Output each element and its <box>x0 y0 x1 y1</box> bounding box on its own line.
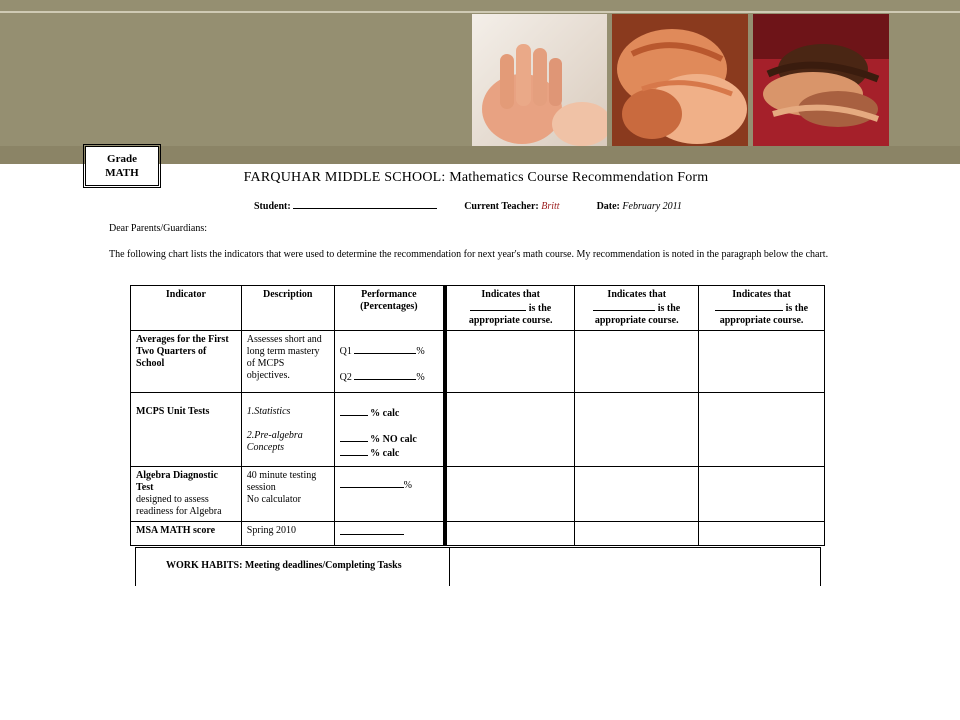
header-banner <box>0 0 960 164</box>
indicates-course: appropriate course. <box>719 315 804 326</box>
greeting: Dear Parents/Guardians: <box>109 223 208 234</box>
student-blank[interactable] <box>293 200 437 209</box>
algebra-session: 40 minute testing session <box>246 470 317 493</box>
banner-top-line <box>0 11 960 13</box>
indicates-course: appropriate course. <box>468 315 553 326</box>
table-row <box>131 393 825 467</box>
recommend-cell[interactable] <box>699 522 825 546</box>
q1-label: Q1 <box>339 346 352 357</box>
indicates-label: Indicates that <box>481 289 540 300</box>
indicates-label: Indicates that <box>607 289 667 300</box>
header-indicates-3 <box>699 286 825 331</box>
intro-paragraph: The following chart lists the indicators that were used to determine the recommendation for next year's math course. My recommendation is noted in the paragraph below the chart. <box>109 249 829 260</box>
q2-pct: % <box>416 372 425 383</box>
performance-msa <box>334 522 445 546</box>
grade-subject: MATH <box>105 167 139 179</box>
indicates-is-the: is the <box>528 303 552 314</box>
hands-photo-2 <box>612 14 748 146</box>
algebra-pct: % <box>403 480 413 491</box>
recommend-cell[interactable] <box>575 393 699 467</box>
course-blank[interactable] <box>593 301 655 311</box>
prealg-nocalc: % NO calc <box>370 434 417 445</box>
date-value: February 2011 <box>622 201 682 212</box>
table-row <box>131 522 825 546</box>
form-title <box>0 170 960 186</box>
date-label: Date: <box>596 201 620 212</box>
prealg-calc: % calc <box>370 448 400 459</box>
algebra-note: designed to assess readiness for Algebra <box>136 494 222 517</box>
q2-blank[interactable] <box>354 370 416 380</box>
header-performance <box>334 286 445 331</box>
header-performance-l2: (Percentages) <box>360 301 418 312</box>
table-row <box>131 331 825 393</box>
performance-algebra <box>334 467 445 522</box>
table-row <box>131 467 825 522</box>
q1-blank[interactable] <box>354 344 416 354</box>
unit-test-prealgebra: 2.Pre-algebra Concepts <box>246 430 303 453</box>
algebra-title: Algebra Diagnostic Test <box>136 470 218 493</box>
recommend-cell[interactable] <box>575 331 699 393</box>
q2-label: Q2 <box>339 372 352 383</box>
indicator-msa: MSA MATH score <box>131 522 242 546</box>
indicator-table <box>130 285 825 546</box>
course-blank[interactable] <box>715 301 783 311</box>
form-title-text: FARQUHAR MIDDLE SCHOOL: Mathematics Course Recommendation Form <box>243 170 709 185</box>
algebra-blank[interactable] <box>340 478 404 488</box>
student-label: Student: <box>254 201 291 212</box>
description-algebra <box>241 467 334 522</box>
algebra-nocalc: No calculator <box>246 494 301 505</box>
recommend-cell[interactable] <box>699 393 825 467</box>
description-unit-tests <box>241 393 334 467</box>
header-performance-l1: Performance <box>361 289 417 300</box>
recommend-cell[interactable] <box>445 467 575 522</box>
indicator-algebra <box>131 467 242 522</box>
q1-pct: % <box>416 346 425 357</box>
work-habits-box <box>135 547 821 586</box>
recommend-cell[interactable] <box>575 522 699 546</box>
performance-unit-tests <box>334 393 445 467</box>
msa-blank[interactable] <box>340 525 404 535</box>
header-indicates-1 <box>445 286 575 331</box>
indicator-unit-tests: MCPS Unit Tests <box>131 393 242 467</box>
form-meta <box>254 200 682 212</box>
hands-photo-1 <box>472 14 607 146</box>
stat-calc: % calc <box>370 408 400 419</box>
recommend-cell[interactable] <box>445 522 575 546</box>
recommend-cell[interactable] <box>699 331 825 393</box>
recommend-cell[interactable] <box>445 331 575 393</box>
stat-blank[interactable] <box>340 406 368 416</box>
description-msa: Spring 2010 <box>241 522 334 546</box>
teacher-label: Current Teacher: <box>464 201 539 212</box>
performance-averages <box>334 331 445 393</box>
indicates-label: Indicates that <box>732 289 791 300</box>
prealg-calc-blank[interactable] <box>340 446 368 456</box>
indicates-is-the: is the <box>785 303 809 314</box>
indicator-averages: Averages for the First Two Quarters of School <box>131 331 242 393</box>
recommend-cell[interactable] <box>445 393 575 467</box>
teacher-name: Britt <box>541 201 560 212</box>
header-description: Description <box>241 286 334 331</box>
hands-photo-3 <box>753 14 889 146</box>
work-habits-divider <box>449 548 450 586</box>
unit-test-statistics: 1.Statistics <box>246 406 291 417</box>
indicates-course: appropriate course. <box>594 315 679 326</box>
description-averages: Assesses short and long term mastery of MCPS objectives. <box>241 331 334 393</box>
recommend-cell[interactable] <box>575 467 699 522</box>
header-indicates-2 <box>575 286 699 331</box>
prealg-nocalc-blank[interactable] <box>340 432 368 442</box>
recommend-cell[interactable] <box>699 467 825 522</box>
grade-label: Grade <box>107 153 137 165</box>
table-header-row <box>131 286 825 331</box>
indicates-is-the: is the <box>657 303 681 314</box>
work-habits-label: WORK HABITS: Meeting deadlines/Completing Tasks <box>166 560 402 571</box>
course-blank[interactable] <box>470 301 526 311</box>
header-indicator: Indicator <box>131 286 242 331</box>
